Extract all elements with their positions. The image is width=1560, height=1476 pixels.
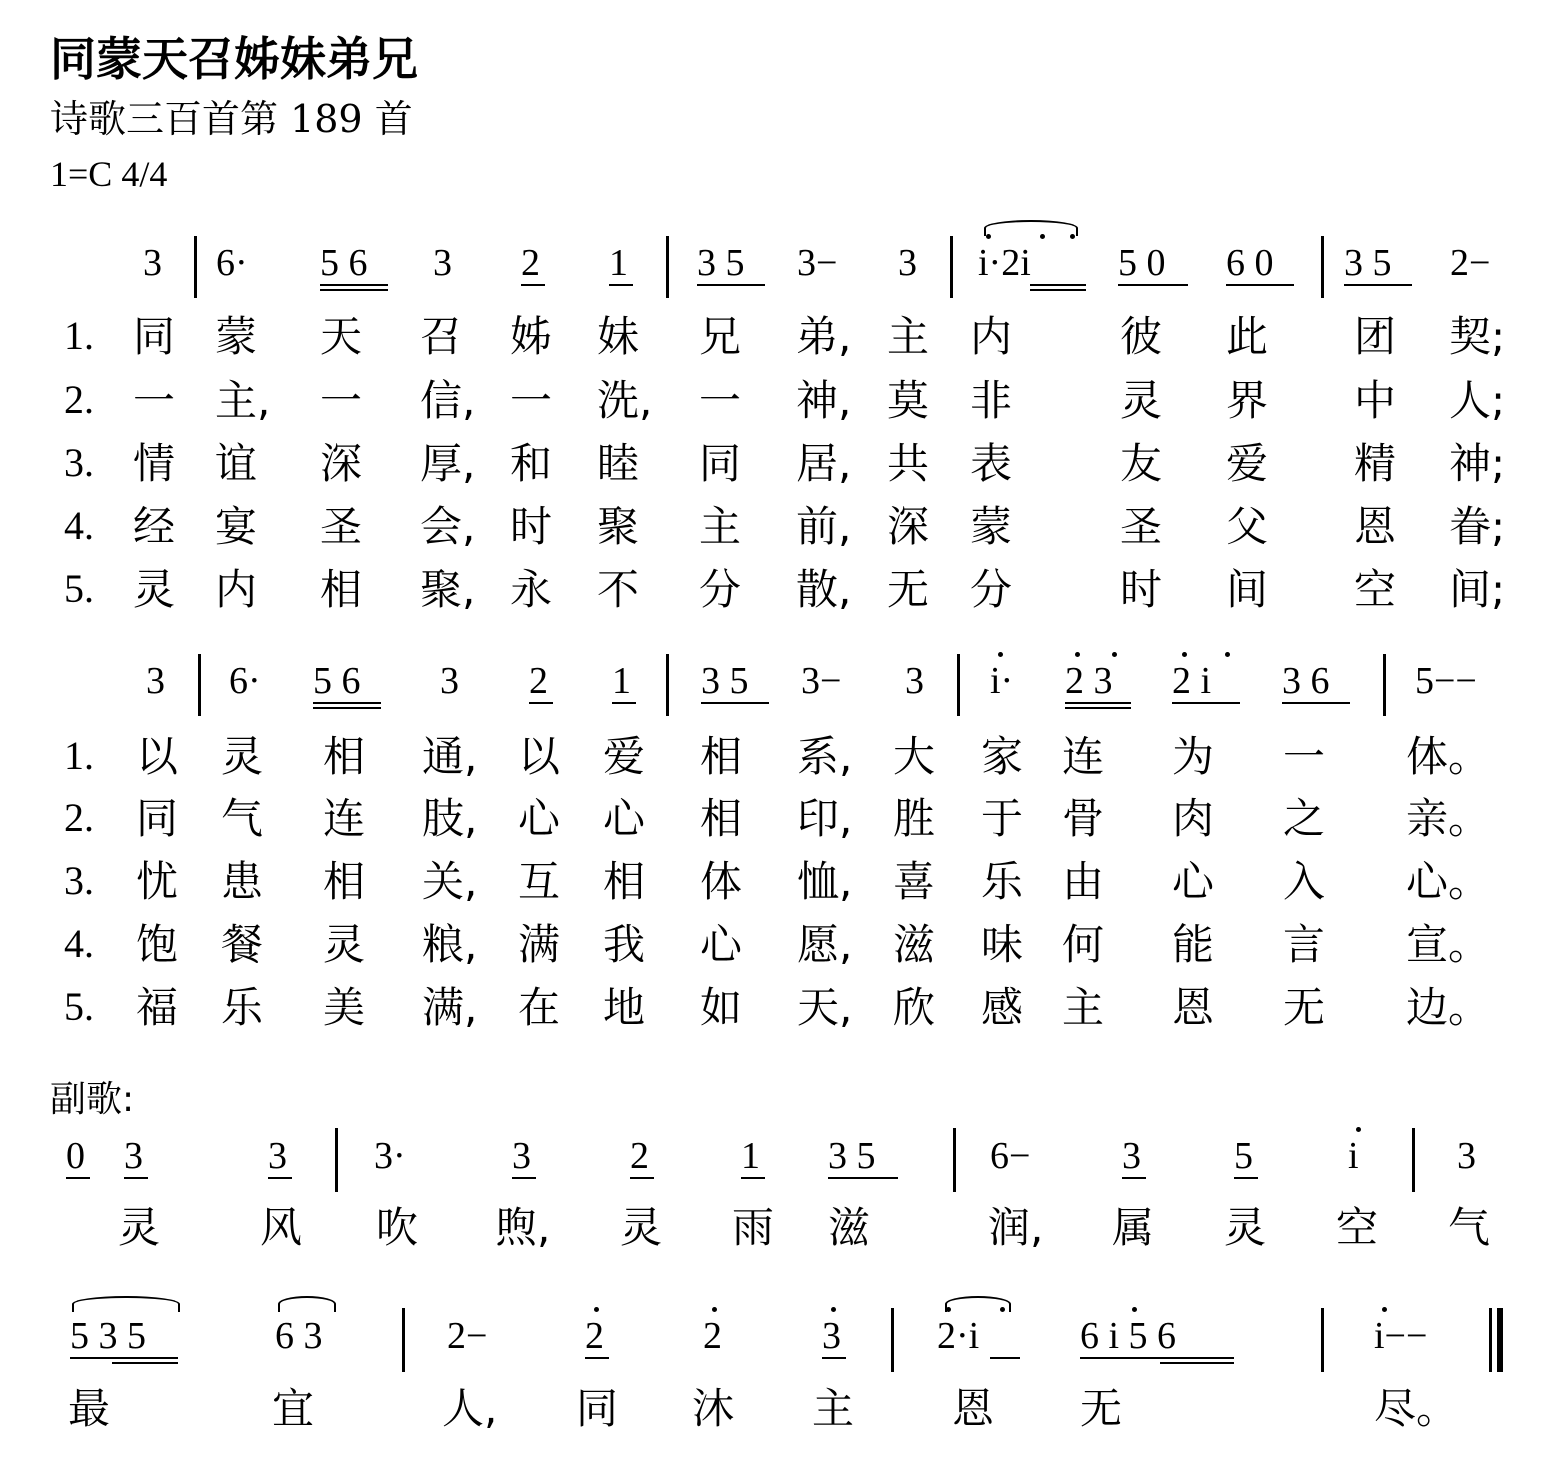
lyric: 福 <box>136 983 179 1032</box>
note: 3 <box>822 1315 841 1357</box>
lyric: 相 <box>700 794 743 843</box>
lyric: 边。 <box>1406 983 1491 1032</box>
note: 3 <box>143 242 162 284</box>
note: 3 <box>1457 1135 1476 1177</box>
verse-number: 4. <box>64 503 94 548</box>
lyric: 尽。 <box>1374 1384 1459 1433</box>
note: 2 <box>585 1315 604 1357</box>
note: 6 i 5 6 <box>1080 1315 1177 1357</box>
lyric: 契; <box>1449 312 1506 361</box>
note: 2 i <box>1172 660 1212 702</box>
lyric: 风 <box>260 1203 303 1252</box>
lyric: 沐 <box>692 1384 735 1433</box>
lyric: 何 <box>1062 920 1105 969</box>
lyric: 一 <box>699 376 742 425</box>
lyric: 喜 <box>893 857 936 906</box>
note: 5 0 <box>1118 242 1166 284</box>
note: 3 5 <box>1344 242 1392 284</box>
lyric: 恩 <box>952 1384 995 1433</box>
lyric: 滋 <box>893 920 936 969</box>
lyric: 天, <box>797 983 853 1032</box>
lyric: 非 <box>970 376 1013 425</box>
lyric: 深 <box>887 502 930 551</box>
lyric: 心 <box>518 794 561 843</box>
note: 3 <box>124 1135 143 1177</box>
lyric: 神, <box>796 376 852 425</box>
lyric: 肢, <box>422 794 478 843</box>
note: 2 3 <box>1065 660 1113 702</box>
lyric: 能 <box>1172 920 1215 969</box>
lyric: 属 <box>1112 1203 1155 1252</box>
lyric: 气 <box>221 794 264 843</box>
lyric: 共 <box>887 439 930 488</box>
lyric: 无 <box>887 565 930 614</box>
lyric: 眷; <box>1449 502 1506 551</box>
lyric: 姊 <box>510 312 553 361</box>
lyric: 雨 <box>732 1203 775 1252</box>
lyric: 灵 <box>1224 1203 1267 1252</box>
lyric: 人, <box>442 1384 498 1433</box>
lyric: 聚, <box>420 565 476 614</box>
lyric: 人; <box>1449 376 1506 425</box>
lyric: 会, <box>420 502 476 551</box>
key-signature: 1=C 4/4 <box>50 154 168 194</box>
lyric: 印, <box>797 794 853 843</box>
lyric: 莫 <box>887 376 930 425</box>
lyric: 言 <box>1283 920 1326 969</box>
lyric: 互 <box>518 857 561 906</box>
lyric: 洗, <box>597 376 653 425</box>
lyric: 灵 <box>221 732 264 781</box>
lyric: 一 <box>510 376 553 425</box>
note: 6 3 <box>275 1315 323 1357</box>
note: 5 <box>1234 1135 1253 1177</box>
lyric: 饱 <box>136 920 179 969</box>
lyric: 餐 <box>221 920 264 969</box>
lyric: 圣 <box>1120 502 1163 551</box>
note: 3 <box>512 1135 531 1177</box>
lyric: 美 <box>323 983 366 1032</box>
lyric: 界 <box>1226 376 1269 425</box>
lyric: 灵 <box>1120 376 1163 425</box>
lyric: 由 <box>1062 857 1105 906</box>
note: 3 <box>440 660 459 702</box>
note: 3 5 <box>697 242 745 284</box>
lyric: 宣。 <box>1406 920 1491 969</box>
note: 2 <box>521 242 540 284</box>
lyric: 彼 <box>1120 312 1163 361</box>
lyric: 骨 <box>1062 794 1105 843</box>
lyric: 弟, <box>796 312 852 361</box>
lyric: 内 <box>215 565 258 614</box>
lyric: 空 <box>1336 1203 1379 1252</box>
lyric: 主 <box>812 1384 855 1433</box>
lyric: 散, <box>796 565 852 614</box>
lyric: 主, <box>215 376 271 425</box>
lyric: 体 <box>700 857 743 906</box>
note: 3− <box>801 660 842 702</box>
lyric: 天 <box>320 312 363 361</box>
lyric: 精 <box>1354 439 1397 488</box>
lyric: 灵 <box>620 1203 663 1252</box>
lyric: 同 <box>576 1384 619 1433</box>
note: 6 0 <box>1226 242 1274 284</box>
lyric: 间; <box>1449 565 1506 614</box>
note: 3 <box>1122 1135 1141 1177</box>
lyric: 时 <box>1120 565 1163 614</box>
lyric: 宜 <box>272 1384 315 1433</box>
lyric: 心 <box>603 794 646 843</box>
lyric: 分 <box>699 565 742 614</box>
lyric: 聚 <box>597 502 640 551</box>
lyric: 深 <box>320 439 363 488</box>
note: 2 <box>703 1315 722 1357</box>
lyric: 团 <box>1354 312 1397 361</box>
note: 3 <box>898 242 917 284</box>
lyric: 满 <box>518 920 561 969</box>
lyric: 通, <box>422 732 478 781</box>
lyric: 分 <box>970 565 1013 614</box>
lyric: 胜 <box>893 794 936 843</box>
verse-number: 3. <box>64 858 94 903</box>
lyric: 蒙 <box>215 312 258 361</box>
lyric: 忧 <box>136 857 179 906</box>
lyric: 我 <box>603 920 646 969</box>
note: 5−− <box>1415 660 1477 702</box>
lyric: 恩 <box>1354 502 1397 551</box>
lyric: 兄 <box>699 312 742 361</box>
lyric: 神; <box>1449 439 1506 488</box>
note: 6− <box>990 1135 1031 1177</box>
lyric: 地 <box>603 983 646 1032</box>
note: 5 6 <box>320 242 368 284</box>
lyric: 圣 <box>320 502 363 551</box>
verse-number: 1. <box>64 313 94 358</box>
verse-number: 1. <box>64 733 94 778</box>
lyric: 灵 <box>323 920 366 969</box>
lyric: 蒙 <box>970 502 1013 551</box>
lyric: 此 <box>1226 312 1269 361</box>
lyric: 味 <box>981 920 1024 969</box>
lyric: 无 <box>1080 1384 1123 1433</box>
lyric: 滋 <box>828 1203 871 1252</box>
note: 0 <box>66 1135 85 1177</box>
lyric: 无 <box>1283 983 1326 1032</box>
lyric: 睦 <box>597 439 640 488</box>
lyric: 乐 <box>981 857 1024 906</box>
lyric: 体。 <box>1406 732 1491 781</box>
lyric: 同 <box>133 312 176 361</box>
note: 3− <box>797 242 838 284</box>
lyric: 相 <box>700 732 743 781</box>
note: 3 <box>268 1135 287 1177</box>
lyric: 厚, <box>420 439 476 488</box>
lyric: 最 <box>68 1384 111 1433</box>
note: 5 3 5 <box>70 1315 146 1357</box>
lyric: 同 <box>699 439 742 488</box>
lyric: 召 <box>420 312 463 361</box>
lyric: 家 <box>981 732 1024 781</box>
lyric: 气 <box>1448 1203 1491 1252</box>
note: 3 <box>433 242 452 284</box>
lyric: 居, <box>796 439 852 488</box>
lyric: 一 <box>1283 732 1326 781</box>
lyric: 吹 <box>376 1203 419 1252</box>
chorus-label: 副歌: <box>50 1079 135 1120</box>
verse-number: 5. <box>64 566 94 611</box>
lyric: 心。 <box>1406 857 1491 906</box>
lyric: 父 <box>1226 502 1269 551</box>
lyric: 灵 <box>118 1203 161 1252</box>
lyric: 内 <box>970 312 1013 361</box>
lyric: 谊 <box>215 439 258 488</box>
lyric: 在 <box>518 983 561 1032</box>
lyric: 主 <box>699 502 742 551</box>
lyric: 关, <box>422 857 478 906</box>
note: 1 <box>741 1135 760 1177</box>
verse-number: 5. <box>64 984 94 1029</box>
lyric: 永 <box>510 565 553 614</box>
lyric: 满, <box>422 983 478 1032</box>
verse-number: 3. <box>64 440 94 485</box>
lyric: 粮, <box>422 920 478 969</box>
note: 1 <box>609 242 628 284</box>
note: 5 6 <box>313 660 361 702</box>
verse-number: 2. <box>64 377 94 422</box>
lyric: 一 <box>320 376 363 425</box>
lyric: 妹 <box>597 312 640 361</box>
hymn-title: 同蒙天召姊妹弟兄 <box>50 32 418 86</box>
lyric: 患 <box>221 857 264 906</box>
lyric: 爱 <box>1226 439 1269 488</box>
lyric: 灵 <box>133 565 176 614</box>
lyric: 经 <box>133 502 176 551</box>
lyric: 和 <box>510 439 553 488</box>
lyric: 宴 <box>215 502 258 551</box>
lyric: 煦, <box>495 1203 551 1252</box>
note: i <box>1348 1135 1359 1177</box>
lyric: 为 <box>1172 732 1215 781</box>
note: i−− <box>1374 1315 1428 1357</box>
lyric: 一 <box>133 376 176 425</box>
lyric: 相 <box>320 565 363 614</box>
note: 3· <box>374 1135 406 1177</box>
lyric: 间 <box>1226 565 1269 614</box>
lyric: 之 <box>1283 794 1326 843</box>
lyric: 大 <box>893 732 936 781</box>
lyric: 时 <box>510 502 553 551</box>
lyric: 前, <box>796 502 852 551</box>
lyric: 心 <box>1172 857 1215 906</box>
lyric: 欣 <box>893 983 936 1032</box>
lyric: 系, <box>797 732 853 781</box>
note: 3 <box>905 660 924 702</box>
lyric: 空 <box>1354 565 1397 614</box>
verse-number: 4. <box>64 921 94 966</box>
lyric: 中 <box>1354 376 1397 425</box>
note: 6· <box>229 660 261 702</box>
lyric: 友 <box>1120 439 1163 488</box>
lyric: 爱 <box>603 732 646 781</box>
verse-number: 2. <box>64 795 94 840</box>
lyric: 不 <box>597 565 640 614</box>
lyric: 润, <box>988 1203 1044 1252</box>
lyric: 相 <box>323 732 366 781</box>
lyric: 连 <box>1062 732 1105 781</box>
lyric: 主 <box>1062 983 1105 1032</box>
lyric: 愿, <box>797 920 853 969</box>
note: 1 <box>612 660 631 702</box>
lyric: 恤, <box>797 857 853 906</box>
lyric: 如 <box>700 983 743 1032</box>
lyric: 同 <box>136 794 179 843</box>
lyric: 感 <box>981 983 1024 1032</box>
lyric: 于 <box>981 794 1024 843</box>
lyric: 亲。 <box>1406 794 1491 843</box>
hymn-subtitle: 诗歌三百首第 189 首 <box>50 97 413 141</box>
lyric: 以 <box>136 732 179 781</box>
note: i·2i <box>978 242 1031 284</box>
lyric: 主 <box>887 312 930 361</box>
lyric: 以 <box>518 732 561 781</box>
lyric: 入 <box>1283 857 1326 906</box>
lyric: 恩 <box>1172 983 1215 1032</box>
lyric: 心 <box>700 920 743 969</box>
note: 2− <box>447 1315 488 1357</box>
lyric: 情 <box>133 439 176 488</box>
note: 2·i <box>937 1315 980 1357</box>
note: 2 <box>630 1135 649 1177</box>
lyric: 相 <box>323 857 366 906</box>
note: 6· <box>216 242 248 284</box>
lyric: 连 <box>323 794 366 843</box>
lyric: 乐 <box>221 983 264 1032</box>
lyric: 肉 <box>1172 794 1215 843</box>
note: 3 6 <box>1282 660 1330 702</box>
note: 3 5 <box>701 660 749 702</box>
note: 3 5 <box>828 1135 876 1177</box>
lyric: 表 <box>970 439 1013 488</box>
note: 3 <box>146 660 165 702</box>
note: 2 <box>529 660 548 702</box>
lyric: 信, <box>420 376 476 425</box>
lyric: 相 <box>603 857 646 906</box>
note: i· <box>990 660 1014 702</box>
note: 2− <box>1450 242 1491 284</box>
